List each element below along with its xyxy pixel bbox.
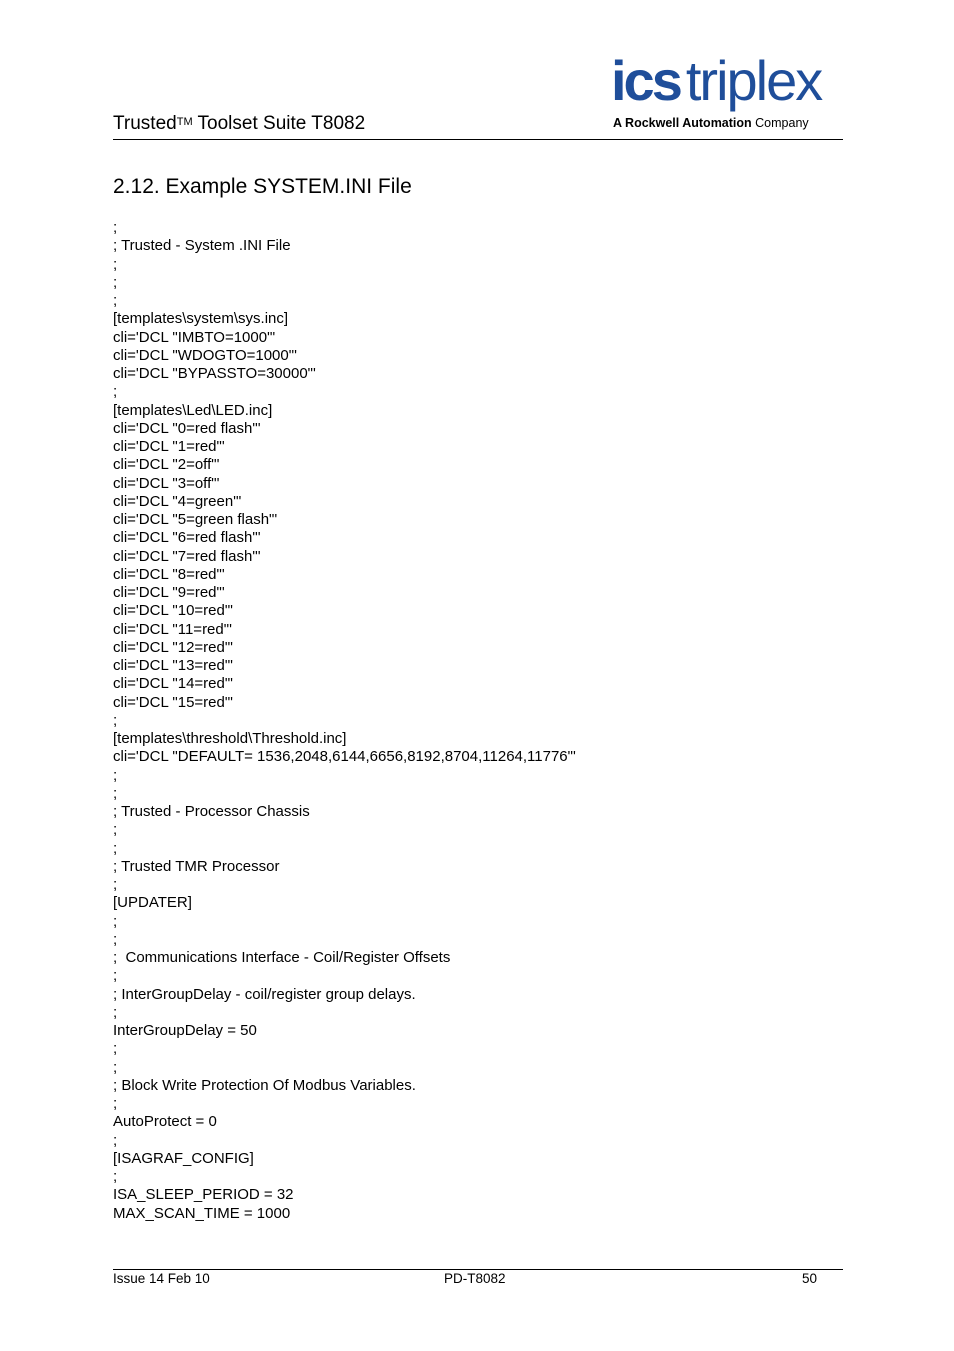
code-line: ; — [113, 1131, 118, 1149]
code-line: ; — [113, 273, 118, 291]
logo-ics-text: ics — [611, 49, 680, 112]
code-line: cli='DCL "2=off"' — [113, 456, 220, 474]
code-line: ; — [113, 1095, 118, 1112]
title-suffix: Toolset Suite T8082 — [192, 113, 366, 134]
code-line: cli='DCL "6=red flash"' — [113, 529, 261, 547]
code-line: ; — [113, 967, 118, 985]
trademark-superscript: TM — [176, 116, 193, 128]
code-line: cli='DCL "8=red"' — [113, 565, 225, 583]
code-line: ; — [113, 839, 118, 857]
code-line: cli='DCL "0=red flash"' — [113, 419, 261, 437]
code-line: ; Trusted - System .INI File — [113, 237, 291, 255]
code-line: ; — [113, 292, 118, 309]
code-line: ; Trusted - Processor Chassis — [113, 803, 310, 820]
header-divider — [113, 139, 843, 140]
code-line: [templates\system\sys.inc] — [113, 310, 289, 328]
code-line: [templates\Led\LED.inc] — [113, 401, 273, 419]
code-line: cli='DCL "13=red"' — [113, 657, 234, 674]
code-line: ; Trusted TMR Processor — [113, 857, 280, 875]
code-line: InterGroupDelay = 50 — [113, 1022, 257, 1039]
code-line: ; — [113, 1058, 118, 1076]
code-line: ; — [113, 1040, 118, 1058]
logo-triplex-text: triplex — [685, 49, 822, 112]
code-line: cli='DCL "BYPASSTO=30000"' — [113, 365, 316, 382]
logo-tagline — [613, 116, 809, 130]
code-line: ; Block Write Protection Of Modbus Variables. — [113, 1076, 416, 1094]
code-line: ; — [113, 930, 118, 948]
code-line: ; — [113, 219, 118, 236]
code-line: ; Communications Interface - Coil/Register Offsets — [113, 949, 451, 966]
code-line: ; — [113, 784, 118, 802]
code-line: ; — [113, 1003, 118, 1021]
code-line: cli='DCL "4=green"' — [113, 492, 242, 510]
code-line: cli='DCL "14=red"' — [113, 675, 234, 693]
document-title — [113, 112, 365, 138]
code-line: [ISAGRAF_CONFIG] — [113, 1149, 254, 1167]
footer-page-number: 50 — [802, 1271, 818, 1286]
code-line: cli='DCL "15=red"' — [113, 693, 234, 711]
code-line: ; — [113, 876, 118, 893]
code-line: cli='DCL "WDOGTO=1000"' — [113, 346, 297, 364]
code-line: ; — [113, 383, 118, 401]
code-line: cli='DCL "9=red"' — [113, 584, 225, 601]
code-line: ; — [113, 912, 118, 930]
code-line: MAX_SCAN_TIME = 1000 — [113, 1204, 291, 1222]
code-line: ; — [113, 711, 118, 729]
code-line: ; InterGroupDelay - coil/register group delays. — [113, 985, 416, 1003]
footer-doc-id: PD-T8082 — [444, 1271, 506, 1286]
code-line: cli='DCL "IMBTO=1000"' — [113, 328, 276, 346]
code-line: ; — [113, 766, 118, 784]
code-line: cli='DCL "10=red"' — [113, 602, 234, 620]
footer-issue: Issue 14 Feb 10 — [113, 1271, 210, 1286]
code-line: cli='DCL "7=red flash"' — [113, 547, 261, 565]
code-line: cli='DCL "12=red"' — [113, 638, 234, 656]
ini-file-listing — [113, 219, 576, 1223]
footer-divider — [113, 1269, 843, 1270]
code-line: ; — [113, 255, 118, 273]
code-line: ISA_SLEEP_PERIOD = 32 — [113, 1186, 294, 1204]
code-line: ; — [113, 821, 118, 839]
code-line: cli='DCL "DEFAULT= 1536,2048,6144,6656,8192,8704,11264,11776"' — [113, 748, 576, 766]
code-line: [templates\threshold\Threshold.inc] — [113, 730, 347, 747]
section-heading: 2.12. Example SYSTEM.INI File — [113, 175, 412, 198]
company-logo — [611, 49, 843, 134]
code-line: AutoProtect = 0 — [113, 1113, 217, 1131]
code-line: [UPDATER] — [113, 894, 192, 912]
code-line: cli='DCL "11=red"' — [113, 620, 232, 638]
code-line: ; — [113, 1168, 118, 1185]
logo-wordmark — [611, 50, 821, 112]
code-line: cli='DCL "5=green flash"' — [113, 511, 278, 528]
title-prefix: Trusted — [113, 113, 177, 134]
code-line: cli='DCL "3=off"' — [113, 474, 220, 492]
code-line: cli='DCL "1=red"' — [113, 438, 225, 455]
logo-tagline-rest: Company — [751, 116, 809, 130]
logo-tagline-bold: A Rockwell Automation — [613, 116, 752, 130]
